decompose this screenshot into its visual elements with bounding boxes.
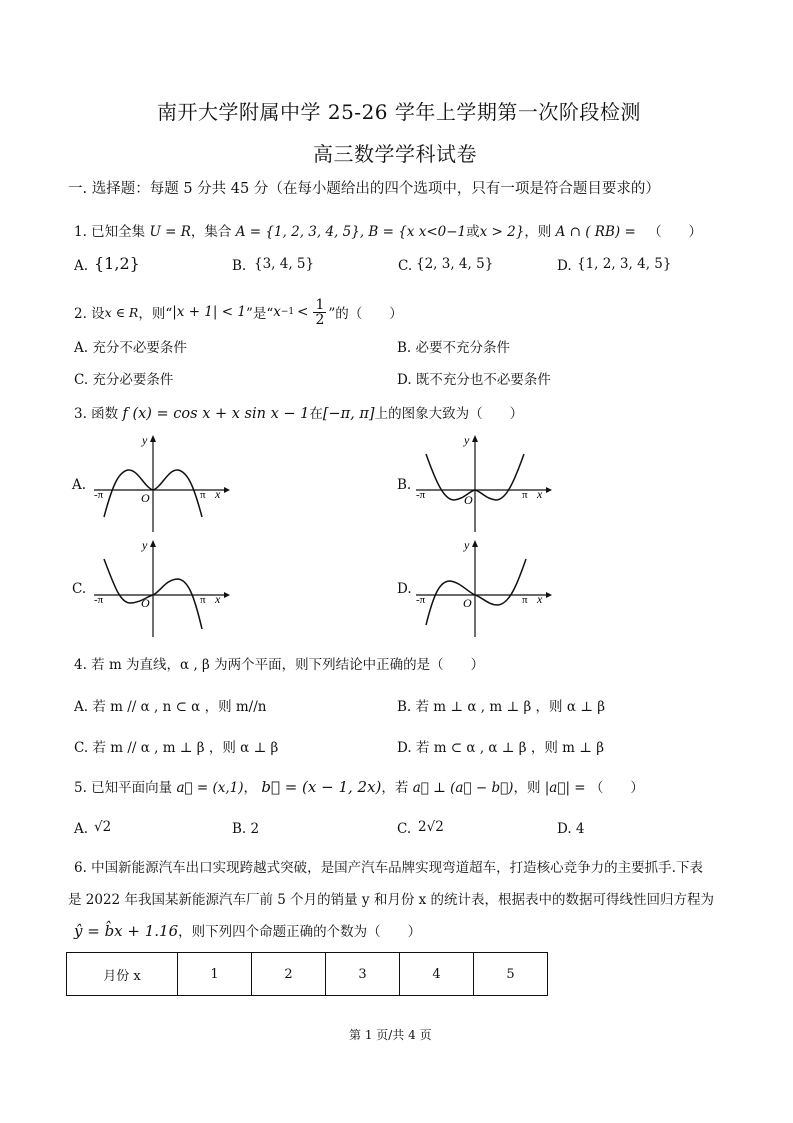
- q5-b-vec: b⃗ = (x − 1, 2x): [261, 778, 382, 796]
- q3-d-origin: O: [463, 596, 472, 610]
- q1-b-expr: , B = {x x<0−1: [359, 224, 467, 240]
- q2-option-d[interactable]: D. 既不充分也不必要条件: [397, 372, 551, 388]
- q2-option-a[interactable]: A. 充分不必要条件: [74, 340, 187, 356]
- q3-func: f (x) = cos x + x sin x − 1: [122, 406, 310, 422]
- q1-or: 或: [466, 224, 480, 240]
- q3-graph-a[interactable]: [84, 432, 234, 532]
- question-1: [74, 220, 702, 240]
- q3-c-origin: O: [141, 596, 150, 610]
- q3-a-origin: O: [141, 491, 150, 505]
- page-subtitle: 高三数学学科试卷: [313, 142, 477, 166]
- q2-frac-den: 2: [315, 311, 325, 328]
- q3-c-neg-pi: -π: [94, 594, 104, 606]
- q3-option-b-label[interactable]: B.: [397, 477, 412, 493]
- q1-result: A ∩ ( RB) =: [555, 224, 636, 240]
- question-2: [74, 292, 403, 332]
- table-cell: 4: [400, 953, 474, 996]
- q6-line-3-tail: ，则下列四个命题正确的个数为（ ）: [178, 924, 422, 940]
- q6-line-3: [74, 920, 421, 940]
- question-3: [74, 402, 523, 422]
- q1-option-c-label[interactable]: C.: [398, 258, 413, 274]
- q3-b-x-label: x: [537, 487, 543, 501]
- q5-text-then: ，则: [513, 780, 541, 796]
- q1-option-b-label[interactable]: B.: [232, 258, 247, 274]
- q4-option-d[interactable]: D. 若 m ⊂ α , α ⊥ β ，则 m ⊥ β: [397, 740, 605, 756]
- q2-cond1: |x + 1| < 1: [172, 304, 246, 320]
- table-cell: 1: [178, 953, 252, 996]
- q6-table: [66, 952, 548, 996]
- q5-paren: （ ）: [589, 780, 644, 796]
- q3-d-x-label: x: [537, 592, 543, 606]
- q3-option-a-label[interactable]: A.: [72, 477, 87, 493]
- question-5: [74, 776, 644, 796]
- q4-option-a[interactable]: A. 若 m // α , n ⊂ α ，则 m//n: [74, 699, 267, 715]
- q3-graph-c[interactable]: [84, 537, 234, 637]
- q1-prefix: 1. 已知全集: [74, 224, 146, 240]
- q3-d-y-label: y: [464, 538, 470, 552]
- page-footer: 第 1 页/共 4 页: [349, 1028, 432, 1042]
- q1-b-tail: x > 2}: [479, 224, 525, 240]
- q3-a-x-label: x: [215, 487, 221, 501]
- q6-regression: ŷ = b̂x + 1.16: [74, 922, 179, 940]
- q3-b-origin: O: [464, 493, 473, 507]
- q2-cond2-lt: <: [297, 304, 309, 320]
- q2-cond2-exp: −1: [280, 307, 295, 317]
- q5-option-a-value: √2: [94, 819, 112, 835]
- table-cell: 3: [326, 953, 400, 996]
- q3-c-pos-pi: π: [200, 594, 206, 606]
- q5-option-b[interactable]: B. 2: [232, 821, 260, 837]
- q1-then: ，则: [524, 224, 552, 240]
- q1-text-set: ，集合: [190, 224, 232, 240]
- q2-option-c[interactable]: C. 充分必要条件: [74, 372, 174, 388]
- q3-a-pos-pi: π: [200, 489, 206, 501]
- q2-text-then: ，则“: [138, 306, 173, 322]
- q3-b-neg-pi: -π: [416, 489, 426, 501]
- q4-option-b[interactable]: B. 若 m ⊥ α , m ⊥ β ，则 α ⊥ β: [397, 699, 606, 715]
- q3-c-x-label: x: [215, 592, 221, 606]
- q1-option-b-value: {3, 4, 5}: [254, 256, 315, 272]
- q1-option-d-label[interactable]: D.: [557, 258, 572, 274]
- q1-paren: （ ）: [648, 224, 703, 240]
- q3-graph-b[interactable]: [406, 432, 556, 532]
- q2-fraction: [313, 298, 326, 327]
- q3-text-on: 在: [309, 406, 323, 422]
- q3-prefix: 3. 函数: [74, 406, 119, 422]
- q5-option-c-label[interactable]: C.: [397, 821, 412, 837]
- q3-d-pos-pi: π: [522, 594, 528, 606]
- q3-b-y-label: y: [464, 433, 470, 447]
- q1-option-c-value: {2, 3, 4, 5}: [416, 256, 494, 272]
- q3-d-neg-pi: -π: [416, 594, 426, 606]
- section-heading: 一. 选择题：每题 5 分共 45 分（在每小题给出的四个选项中，只有一项是符合题目要求的）: [68, 181, 660, 197]
- q1-option-a-label[interactable]: A.: [74, 258, 89, 274]
- table-cell: 2: [252, 953, 326, 996]
- q2-text-is: ”是“: [245, 306, 274, 322]
- q5-abs-a: |a⃗| =: [544, 780, 586, 796]
- q3-text-tail: 上的图象大致为（ ）: [374, 406, 524, 422]
- q2-text-of: ”的（ ）: [328, 306, 403, 322]
- q3-interval: [−π, π]: [322, 406, 375, 422]
- table-row: [67, 953, 548, 996]
- q5-option-a-label[interactable]: A.: [74, 821, 89, 837]
- q5-option-d[interactable]: D. 4: [557, 821, 585, 837]
- q5-text-if: ，若: [381, 780, 409, 796]
- question-4: 4. 若 m 为直线，α , β 为两个平面，则下列结论中正确的是（ ）: [74, 657, 485, 673]
- q5-prefix: 5. 已知平面向量: [74, 780, 173, 796]
- q3-a-y-label: y: [142, 433, 148, 447]
- table-header-cell: 月份 x: [67, 953, 178, 996]
- q3-a-neg-pi: -π: [94, 489, 104, 501]
- table-cell: 5: [474, 953, 548, 996]
- q3-graph-d[interactable]: [406, 537, 556, 637]
- q6-line-1: 6. 中国新能源汽车出口实现跨越式突破，是国产汽车品牌实现弯道超车，打造核心竞争力的主要抓手.下表: [74, 860, 703, 876]
- page-title: 南开大学附属中学 25-26 学年上学期第一次阶段检测: [157, 100, 641, 124]
- q3-c-y-label: y: [142, 538, 148, 552]
- q2-option-b[interactable]: B. 必要不充分条件: [397, 340, 511, 356]
- q5-a-vec: a⃗ = (x,1): [176, 780, 244, 796]
- q2-frac-num: 1: [315, 296, 325, 313]
- q1-a-expr: A = {1, 2, 3, 4, 5}: [235, 224, 360, 240]
- q1-option-a-value: {1,2}: [94, 254, 140, 273]
- q5-perp: a⃗ ⊥ (a⃗ − b⃗): [412, 780, 514, 796]
- q3-b-pos-pi: π: [522, 489, 528, 501]
- q1-option-d-value: {1, 2, 3, 4, 5}: [577, 256, 672, 272]
- q5-option-c-value: 2√2: [418, 819, 444, 835]
- q2-x-in-r: x ∈ R: [104, 304, 139, 320]
- q4-option-c[interactable]: C. 若 m // α , m ⊥ β ，则 α ⊥ β: [74, 740, 279, 756]
- q1-u-expr: U = R: [149, 224, 191, 240]
- q2-prefix: 2. 设: [74, 306, 105, 322]
- q3-option-c-label[interactable]: C.: [72, 581, 87, 597]
- q6-line-2: 是 2022 年我国某新能源汽车厂前 5 个月的销量 y 和月份 x 的统计表，根据表中的数据可得线性回归方程为: [68, 892, 715, 908]
- q3-option-d-label[interactable]: D.: [397, 581, 412, 597]
- q2-cond2-lhs: x: [273, 304, 281, 320]
- q5-comma: ，: [243, 780, 258, 796]
